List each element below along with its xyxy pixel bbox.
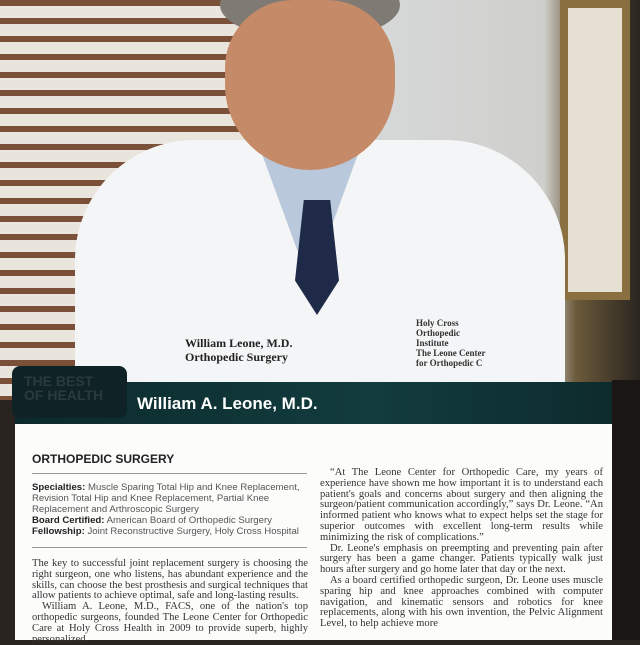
paragraph: William A. Leone, M.D., FACS, one of the nation's top orthopedic surgeons, founded The Leone Center for Orthopedic Care at Holy Cross Health in 2009 to provide superb, highly personalized, <box>32 601 308 645</box>
logo-line: Orthopedic <box>416 328 460 338</box>
badge-line: OF HEALTH <box>24 387 104 403</box>
logo-line: The Leone Center <box>416 348 486 358</box>
coat-dept: Orthopedic Surgery <box>185 350 288 364</box>
fact-board <box>32 515 312 526</box>
divider <box>32 473 307 474</box>
section-title: ORTHOPEDIC SURGERY <box>32 452 175 466</box>
best-of-health-badge <box>12 366 127 418</box>
article-panel <box>15 424 612 645</box>
right-column <box>320 468 603 630</box>
face <box>225 0 395 170</box>
wall-frame <box>560 0 630 300</box>
coat-logo <box>416 318 486 368</box>
coat-embroidery <box>185 336 292 364</box>
background-edge <box>612 380 640 640</box>
coat-name: William Leone, M.D. <box>185 336 293 350</box>
fact-value: Joint Reconstructive Surgery, Holy Cross Hospital <box>87 526 299 537</box>
logo-line: for Orthopedic C <box>416 358 483 368</box>
paragraph: Dr. Leone's emphasis on preempting and preventing pain after surgery has been a game changer. Patients typically walk just hours after surgery and go home later that day or the next. <box>320 542 603 576</box>
divider <box>32 547 307 548</box>
fact-value: American Board of Orthopedic Surgery <box>106 515 272 526</box>
fact-fellowship <box>32 526 312 537</box>
fact-value: Muscle Sparing Total Hip and Knee Replacement, Revision Total Hip and Knee Replacement, Partial Knee Replacement and Arthroscopic Surgery <box>32 482 300 515</box>
fact-label: Fellowship: <box>32 526 85 537</box>
paragraph: The key to successful joint replacement surgery is choosing the right surgeon, one who listens, has abundant experience and the skills, can choose the best prosthesis and surgical techniques that allow patients to achieve optimal, safe and long-lasting results. <box>32 558 308 602</box>
facts-list <box>32 482 312 537</box>
fact-label: Specialties: <box>32 482 86 493</box>
logo-line: Holy Cross <box>416 318 459 328</box>
paragraph: As a board certified orthopedic surgeon, Dr. Leone uses muscle sparing hip and knee approaches combined with computer navigation, and kinematic sensors and robotics for knee replacements, along with his own invention, the Pelvic Alignment Level, to help achieve more <box>320 574 603 630</box>
fact-specialties <box>32 482 312 515</box>
paragraph: “At The Leone Center for Orthopedic Care, my years of experience have shown me how important it is to understand each patient's goals and concerns about surgery and then aligning the surgeon/patient communication accordingly,” says Dr. Leone. “An informed patient who knows what to expect helps set the stage for superior outcomes with excellent long-term results while minimizing the risk of complications.” <box>320 467 603 543</box>
fact-label: Board Certified: <box>32 515 105 526</box>
badge-line: THE BEST <box>24 373 94 389</box>
left-column <box>32 559 308 645</box>
doctor-name: William A. Leone, M.D. <box>137 394 318 413</box>
logo-line: Institute <box>416 338 449 348</box>
